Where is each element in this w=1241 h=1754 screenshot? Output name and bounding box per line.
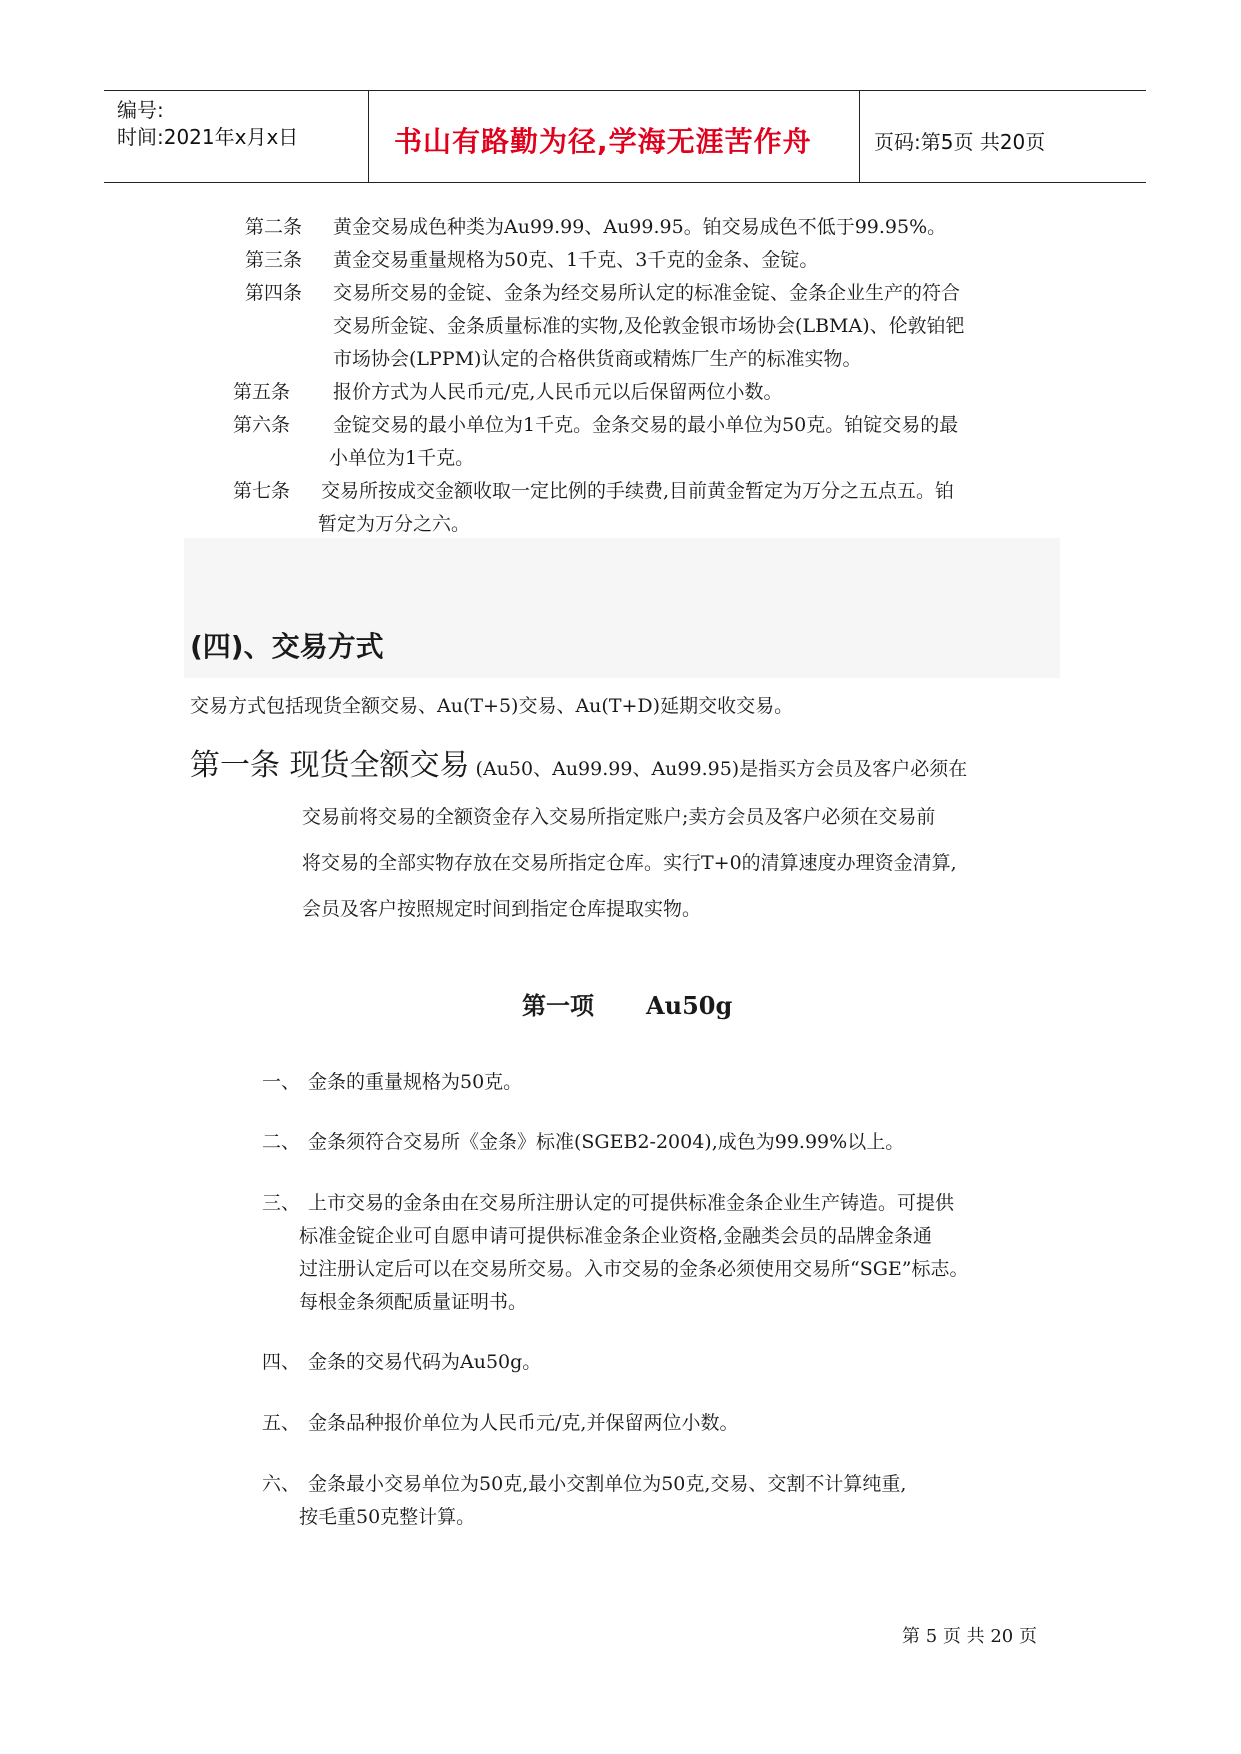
- point-label: 四、: [262, 1351, 301, 1373]
- article-label: 第七条: [233, 480, 291, 502]
- point-3-line-2: 标准金锭企业可自愿申请可提供标准金条企业资格,金融类会员的品牌金条通: [299, 1225, 933, 1247]
- article-text: 黄金交易重量规格为50克、1千克、3千克的金条、金锭。: [333, 249, 819, 271]
- article-text: 交易所按成交金额收取一定比例的手续费,目前黄金暂定为万分之五点五。铂: [321, 480, 955, 502]
- item-title-code: Au50g: [646, 991, 733, 1020]
- point-5: [262, 1407, 738, 1440]
- point-6-line-2: 按毛重50克整计算。: [299, 1506, 476, 1528]
- point-1: [262, 1066, 522, 1099]
- header-bottom-rule: [104, 182, 1146, 183]
- article-text: 金锭交易的最小单位为1千克。金条交易的最小单位为50克。铂锭交易的最: [333, 414, 959, 436]
- point-3-line-4: 每根金条须配质量证明书。: [299, 1291, 528, 1313]
- point-4: [262, 1346, 541, 1379]
- header-page: 页码:第5页 共20页: [874, 130, 1046, 154]
- article-7: [233, 475, 954, 508]
- point-text: 金条须符合交易所《金条》标准(SGEB2-2004),成色为99.99%以上。: [308, 1131, 905, 1153]
- point-2: [262, 1126, 904, 1159]
- article-3: [245, 244, 818, 277]
- article-text: 交易所交易的金锭、金条为经交易所认定的标准金锭、金条企业生产的符合: [333, 282, 961, 304]
- article-1-line-3: 将交易的全部实物存放在交易所指定仓库。实行T+0的清算速度办理资金清算,: [302, 852, 957, 874]
- article-1-line-2: 交易前将交易的全额资金存入交易所指定账户;卖方会员及客户必须在交易前: [302, 806, 936, 828]
- article-4: [245, 277, 960, 310]
- item-title: [522, 986, 732, 1021]
- article-1-line-4: 会员及客户按照规定时间到指定仓库提取实物。: [302, 898, 702, 920]
- section-heading: (四)、交易方式: [190, 630, 384, 663]
- article-label: 第三条: [245, 249, 303, 271]
- point-label: 二、: [262, 1131, 301, 1153]
- point-text: 金条品种报价单位为人民币元/克,并保留两位小数。: [308, 1412, 739, 1434]
- point-label: 六、: [262, 1473, 301, 1495]
- point-3: [262, 1187, 954, 1220]
- point-label: 一、: [262, 1071, 301, 1093]
- point-label: 三、: [262, 1192, 301, 1214]
- article-7-line-2: 暂定为万分之六。: [318, 513, 471, 535]
- point-label: 五、: [262, 1412, 301, 1434]
- article-4-line-2: 交易所金锭、金条质量标准的实物,及伦敦金银市场协会(LBMA)、伦敦铂钯: [333, 315, 965, 337]
- article-6-line-2: 小单位为1千克。: [329, 447, 475, 469]
- article-1-text: (Au50、Au99.99、Au99.95)是指买方会员及客户必须在: [475, 758, 968, 780]
- article-2: [245, 211, 946, 244]
- point-text: 上市交易的金条由在交易所注册认定的可提供标准金条企业生产铸造。可提供: [308, 1192, 955, 1214]
- point-text: 金条最小交易单位为50克,最小交割单位为50克,交易、交割不计算纯重,: [308, 1473, 907, 1495]
- item-title-number: 第一项: [522, 991, 594, 1020]
- article-1-first-line: [190, 740, 967, 786]
- article-label: 第六条: [233, 414, 291, 436]
- article-text: 黄金交易成色种类为Au99.99、Au99.95。铂交易成色不低于99.95%。: [333, 216, 947, 238]
- point-text: 金条的交易代码为Au50g。: [308, 1351, 542, 1373]
- article-label: 第二条: [245, 216, 303, 238]
- header-time: 时间:2021年x月x日: [117, 125, 299, 149]
- article-6: [233, 409, 958, 442]
- footer-page-number: 第 5 页 共 20 页: [902, 1626, 1037, 1647]
- point-text: 金条的重量规格为50克。: [308, 1071, 523, 1093]
- header-number: 编号:: [117, 98, 164, 122]
- section-intro: 交易方式包括现货全额交易、Au(T+5)交易、Au(T+D)延期交收交易。: [190, 695, 794, 717]
- point-6: [262, 1468, 906, 1501]
- article-text: 报价方式为人民币元/克,人民币元以后保留两位小数。: [333, 381, 783, 403]
- header-divider-right: [859, 90, 860, 182]
- header-top-rule: [104, 90, 1146, 91]
- article-1-title: 第一条 现货全额交易: [190, 748, 470, 783]
- header-divider-left: [368, 90, 369, 182]
- article-5: [233, 376, 782, 409]
- article-label: 第五条: [233, 381, 291, 403]
- header-motto: 书山有路勤为径,学海无涯苦作舟: [394, 125, 812, 158]
- article-4-line-3: 市场协会(LPPM)认定的合格供货商或精炼厂生产的标准实物。: [333, 348, 862, 370]
- article-label: 第四条: [245, 282, 303, 304]
- point-3-line-3: 过注册认定后可以在交易所交易。入市交易的金条必须使用交易所“SGE”标志。: [299, 1258, 969, 1280]
